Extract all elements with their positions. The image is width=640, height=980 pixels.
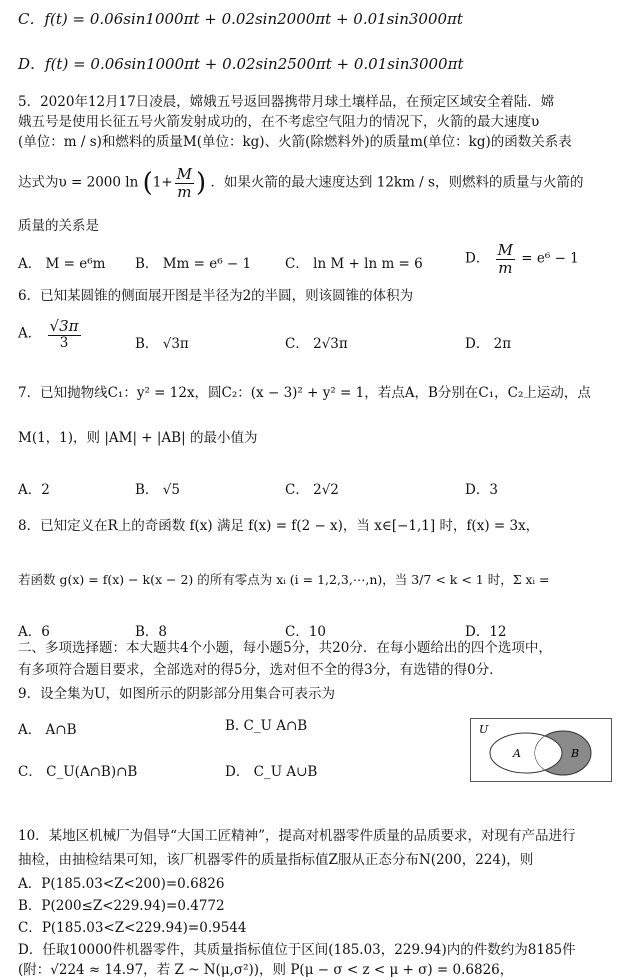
q5-line-1: 5．2020年12月17日凌晨，嫦娥五号返回器携带月球土壤样品，在预定区域安全着陆．嫦 [18, 94, 555, 110]
q6-stem: 6．已知某圆锥的侧面展开图是半径为2的半圆，则该圆锥的体积为 [18, 288, 414, 304]
q5-option-c: C． ln M + ln m = 6 [285, 256, 423, 272]
q8-option-b: B．8 [135, 624, 168, 640]
q9-option-d: D． C_U A∪B [225, 764, 318, 780]
q10-option-b: B．P(200≤Z<229.94)=0.4772 [18, 898, 225, 914]
q7-option-c: C． 2√2 [285, 482, 339, 498]
q9-option-c: C． C_U(A∩B)∩B [18, 764, 138, 780]
q8-option-a: A．6 [18, 624, 50, 640]
q9-stem: 9．设全集为U，如图所示的阴影部分用集合可表示为 [18, 686, 335, 702]
q9-option-a: A． A∩B [18, 722, 77, 738]
q5-line-5: 质量的关系是 [18, 218, 99, 234]
q5-line-2: 娥五号是使用长征五号火箭发射成功的，在不考虑空气阻力的情况下，火箭的最大速度υ [18, 114, 540, 130]
label-u: U [479, 723, 489, 736]
q7-option-a: A．2 [18, 482, 50, 498]
q7-line-1: 7．已知抛物线C₁：y² = 12x，圆C₂：(x − 3)² + y² = 1，若点A，B分别在C₁，C₂上运动，点 [18, 385, 591, 401]
label-b: B [571, 747, 580, 760]
q10-option-c: C．P(185.03<Z<229.94)=0.9544 [18, 920, 247, 936]
q5-option-a: A． M = e⁶m [18, 256, 106, 272]
fraction: $\frac{M}{m}$ [176, 165, 192, 201]
option-d-line: D．f(t) = 0.06sin1000πt + 0.02sin2500πt + 0.01sin3000πt [18, 55, 464, 73]
q5-line-4: 达式为υ = 2000 ln (1+ $\frac{M}{m}$ ) ．如果火箭的最大速度达到 12km / s，则燃料的质量与火箭的 [18, 165, 584, 201]
q6-option-a: A． $\frac{√3\pi}{3}$ [18, 317, 79, 351]
q8-line-2: 若函数 g(x) = f(x) − k(x − 2) 的所有零点为 xᵢ (i = 1,2,3,⋯,n)，当 3/7 < k < 1 时，Σ xᵢ = [18, 572, 550, 587]
q7-line-2: M(1，1)，则 |AM| + |AB| 的最小值为 [18, 430, 258, 446]
q6-option-b: B． √3π [135, 336, 189, 352]
q7-option-d: D．3 [465, 482, 498, 498]
q8-line-1: 8．已知定义在R上的奇函数 f(x) 满足 f(x) = f(2 − x)，当 x∈[−1,1] 时，f(x) = 3x， [18, 518, 540, 534]
fraction: $\frac{M}{m}$ [497, 241, 513, 277]
q10-option-a: A．P(185.03<Z<200)=0.6826 [18, 876, 225, 892]
section2-line-1: 二、多项选择题：本大题共4个小题，每小题5分，共20分．在每小题给出的四个选项中， [18, 640, 552, 656]
q6-option-d: D． 2π [465, 336, 512, 352]
option-c-line: C．f(t) = 0.06sin1000πt + 0.02sin2000πt + 0.01sin3000πt [18, 10, 463, 28]
q9-option-b: B. C_U A∩B [225, 718, 308, 734]
q8-option-d: D．12 [465, 624, 507, 640]
q7-option-b: B． √5 [135, 482, 180, 498]
q10-line-2: 抽检，由抽检结果可知，该厂机器零件的质量指标值Z服从正态分布N(200，224)，则 [18, 852, 534, 868]
label-a: A [513, 747, 521, 760]
q8-option-c: C．10 [285, 624, 327, 640]
q10-line-1: 10．某地区机械厂为倡导“大国工匠精神”，提高对机器零件质量的品质要求，对现有产品进行 [18, 828, 576, 844]
q5-line-3: (单位：m / s)和燃料的质量M(单位：kg)、火箭(除燃料外)的质量m(单位：kg)的函数关系表 [18, 134, 572, 150]
section2-line-2: 有多项符合题目要求，全部选对的得5分，选对但不全的得3分，有选错的得0分． [18, 662, 503, 678]
venn-svg [471, 719, 611, 781]
q10-option-d: D．任取10000件机器零件，其质量指标值位于区间(185.03，229.94)内的件数约为8185件 [18, 942, 576, 958]
venn-diagram [470, 718, 612, 782]
q5-option-b: B． Mm = e⁶ − 1 [135, 256, 252, 272]
appendix-note: (附：√224 ≈ 14.97，若 Z ~ N(μ,σ²))，则 P(μ − σ < z < μ + σ) = 0.6826， [18, 962, 514, 978]
q5-option-d: D． $\frac{M}{m}$ = e⁶ − 1 [465, 241, 579, 277]
fraction: $\frac{√3\pi}{3}$ [49, 317, 79, 351]
q6-option-c: C． 2√3π [285, 336, 348, 352]
